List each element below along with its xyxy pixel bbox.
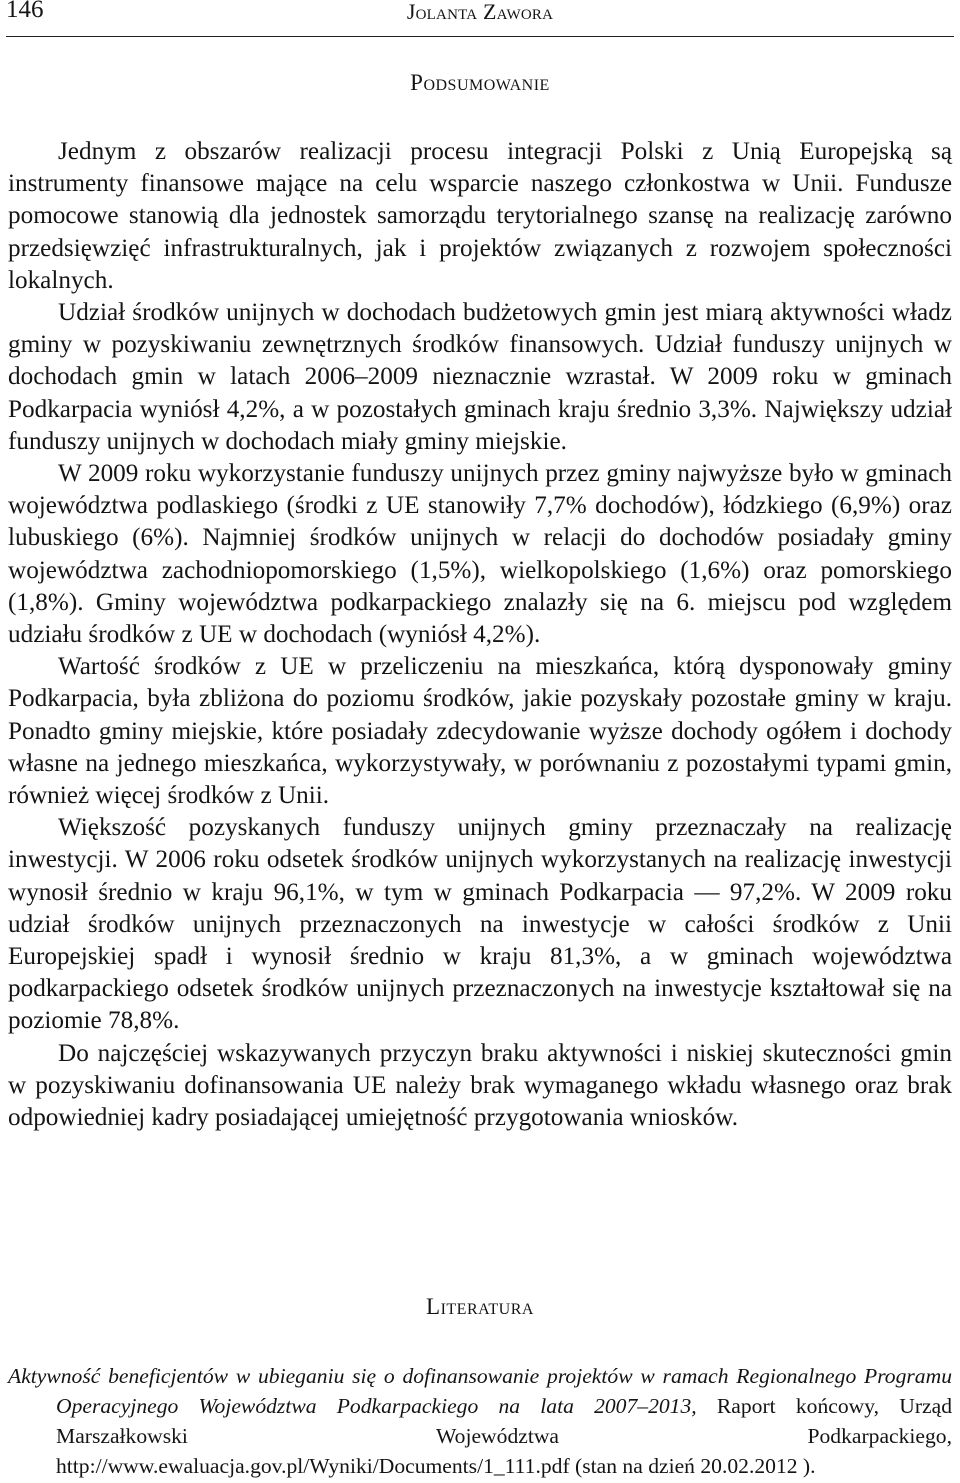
running-header <box>6 0 954 37</box>
bibliography-list <box>8 1361 952 1481</box>
summary-paragraph: Jednym z obszarów realizacji procesu integracji Polski z Unią Europejską są instrumenty finansowe mające na celu wsparcie naszego członkostwa w Unii. Fundusze pomocowe stanowią dla jednostek samorządu terytorialnego szansę na realizację zarówno przedsięwzięć infrastrukturalnych, jak i projektów związanych z rozwojem społeczności lokalnych. <box>8 138 952 294</box>
running-title-author: Jolanta Zawora <box>406 0 554 24</box>
summary-paragraph: Do najczęściej wskazywanych przyczyn braku aktywności i niskiej skuteczności gmin w pozyskiwaniu dofinansowania UE należy brak wymaganego wkładu własnego oraz brak odpowiedniej kadry posiadającej umiejętność przygotowania wniosków. <box>8 1039 952 1132</box>
bibliography-entry-title: Aktywność beneficjentów w ubieganiu się o dofinansowanie projektów w ramach Regionalnego Programu Operacyjnego Województwa Podkarpackiego na lata 2007–2013, <box>8 1364 952 1418</box>
summary-paragraph: Większość pozyskanych funduszy unijnych gminy przeznaczały na realizację inwestycji. W 2006 roku odsetek środków unijnych wykorzystanych na realizację inwestycji wynosił średnio w kraju 96,1%, w tym w gminach Podkarpacia — 97,2%. W 2009 roku udział środków unijnych przeznaczonych na inwestycje w całości środków z Unii Europejskiej spadł i wynosił średnio w kraju 81,3%, a w gminach województwa podkarpackiego odsetek środków unijnych przeznaczonych na inwestycje kształtował się na poziomie 78,8%. <box>8 814 952 1035</box>
summary-body <box>8 136 952 1134</box>
summary-paragraph: Wartość środków z UE w przeliczeniu na mieszkańca, którą dysponowały gminy Podkarpacia, była zbliżona do poziomu środków, jakie pozyskały pozostałe gminy w kraju. Ponadto gminy miejskie, które posiadały zdecydowanie wyższe dochody ogółem i dochody własne na jednego mieszkańca, wykorzystywały, w porównaniu z pozostałymi typami gmin, również więcej środków z Unii. <box>8 653 952 810</box>
bibliography-entry-details: Raport końcowy, Urząd Marszałkowski Województwa Podkarpackiego, http://www.ewaluacja.gov.pl/Wyniki/Documents/1_111.pdf (stan na dzień 20.02.2012 ). <box>56 1394 952 1478</box>
summary-paragraph: Udział środków unijnych w dochodach budżetowych gmin jest miarą aktywności władz gminy w pozyskiwaniu zewnętrznych środków finansowych. Udział funduszy unijnych w dochodach gmin w latach 2006–2009 nieznacznie wzrastał. W 2009 roku w gminach Podkarpacia wyniósł 4,2%, a w pozostałych gminach kraju średnio 3,3%. Największy udział funduszy unijnych w dochodach miały gminy miejskie. <box>8 299 952 455</box>
bibliography-entry <box>8 1361 952 1481</box>
summary-paragraph: W 2009 roku wykorzystanie funduszy unijnych przez gminy najwyższe było w gminach województwa podlaskiego (środki z UE stanowiły 7,7% dochodów), łódzkiego (6,9%) oraz lubuskiego (6%). Najmniej środków unijnych w relacji do dochodów posiadały gminy województwa zachodniopomorskiego (1,5%), wielkopolskiego (1,6%) oraz pomorskiego (1,8%). Gminy województwa podkarpackiego znalazły się na 6. miejscu pod względem udziału środków z UE w dochodach (wyniósł 4,2%). <box>8 460 952 649</box>
page-number: 146 <box>6 0 44 23</box>
section-heading-literature: Literatura <box>426 1294 534 1319</box>
section-heading-summary: Podsumowanie <box>410 70 550 95</box>
